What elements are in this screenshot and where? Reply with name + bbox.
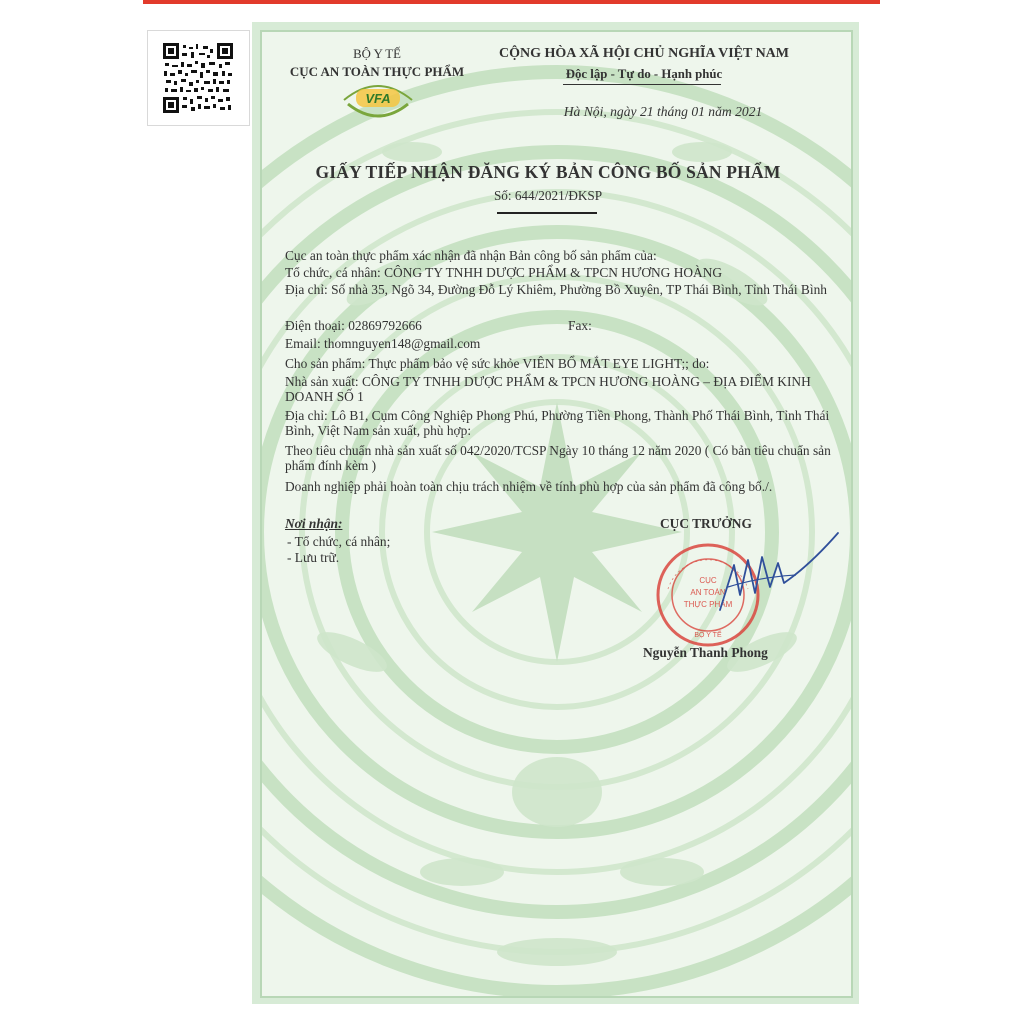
agency-name: CỤC AN TOÀN THỰC PHẨM (289, 64, 465, 79)
email-line: Email: thomnguyen148@gmail.com (285, 336, 481, 351)
intro-line: Cục an toàn thực phẩm xác nhận đã nhận Bản công bố sản phẩm của: (285, 248, 657, 263)
manufacturer-address-line: Địa chỉ: Lô B1, Cụm Công Nghiệp Phong Phú, Phường Tiền Phong, Thành Phố Thái Bình, Tỉnh Thái Bình, Việt Nam sản xuất, phù hợp: (285, 408, 830, 439)
ministry-name: BỘ Y TẾ (353, 47, 401, 61)
document-number: Số: 644/2021/ĐKSP (493, 188, 603, 203)
logo-text: VFA (365, 91, 391, 106)
svg-text:AN TOÀN: AN TOÀN (690, 588, 726, 597)
svg-text:CỤC: CỤC (699, 576, 717, 585)
republic-heading: CỘNG HÒA XÃ HỘI CHỦ NGHĨA VIỆT NAM (498, 46, 789, 61)
qr-code-icon (163, 43, 233, 113)
svg-text:THỰC PHẨM: THỰC PHẨM (683, 600, 733, 609)
organization-line: Tổ chức, cá nhân: CÔNG TY TNHH DƯỢC PHẨM & TPCN HƯƠNG HOÀNG (285, 265, 723, 280)
document-title: GIẤY TIẾP NHẬN ĐĂNG KÝ BẢN CÔNG BỐ SẢN PHẨM (315, 162, 781, 182)
phone-line: Điện thoại: 02869792666 (285, 318, 422, 333)
motto-underline (563, 84, 721, 85)
qr-code[interactable] (147, 30, 250, 126)
national-motto: Độc lập - Tự do - Hạnh phúc (565, 67, 723, 81)
standard-line: Theo tiêu chuẩn nhà sản xuất số 042/2020/TCSP Ngày 10 tháng 12 năm 2020 ( Có bản tiêu chuẩn sản phẩm đính kèm ) (285, 443, 831, 474)
document-number-underline (497, 212, 597, 214)
signer-name: Nguyễn Thanh Phong (643, 645, 768, 660)
handwritten-signature-icon (700, 525, 850, 625)
recipient-item: - Lưu trữ. (287, 550, 340, 565)
svg-text:BỘ Y TẾ: BỘ Y TẾ (694, 632, 722, 639)
product-line: Cho sản phẩm: Thực phẩm bảo vệ sức khỏe VIÊN BỔ MẮT EYE LIGHT;; do: (285, 356, 710, 371)
fax-line: Fax: (568, 318, 592, 333)
top-accent-bar (143, 0, 880, 4)
issue-date: Hà Nội, ngày 21 tháng 01 năm 2021 (563, 104, 763, 119)
recipients-title: Nơi nhận: (285, 516, 343, 531)
responsibility-line: Doanh nghiệp phải hoàn toàn chịu trách nhiệm về tính phù hợp của sản phẩm đã công bố./. (285, 479, 773, 494)
address-line: Địa chỉ: Số nhà 35, Ngõ 34, Đường Đỗ Lý Khiêm, Phường Bồ Xuyên, TP Thái Bình, Tỉnh Thái Bình (285, 282, 827, 297)
vfa-logo-icon (338, 78, 418, 122)
manufacturer-line: Nhà sản xuất: CÔNG TY TNHH DƯỢC PHẨM & TPCN HƯƠNG HOÀNG – ĐỊA ĐIỂM KINH DOANH SỐ 1 (285, 374, 811, 405)
signer-position: CỤC TRƯỞNG (660, 516, 752, 531)
recipient-item: - Tổ chức, cá nhân; (287, 534, 391, 549)
